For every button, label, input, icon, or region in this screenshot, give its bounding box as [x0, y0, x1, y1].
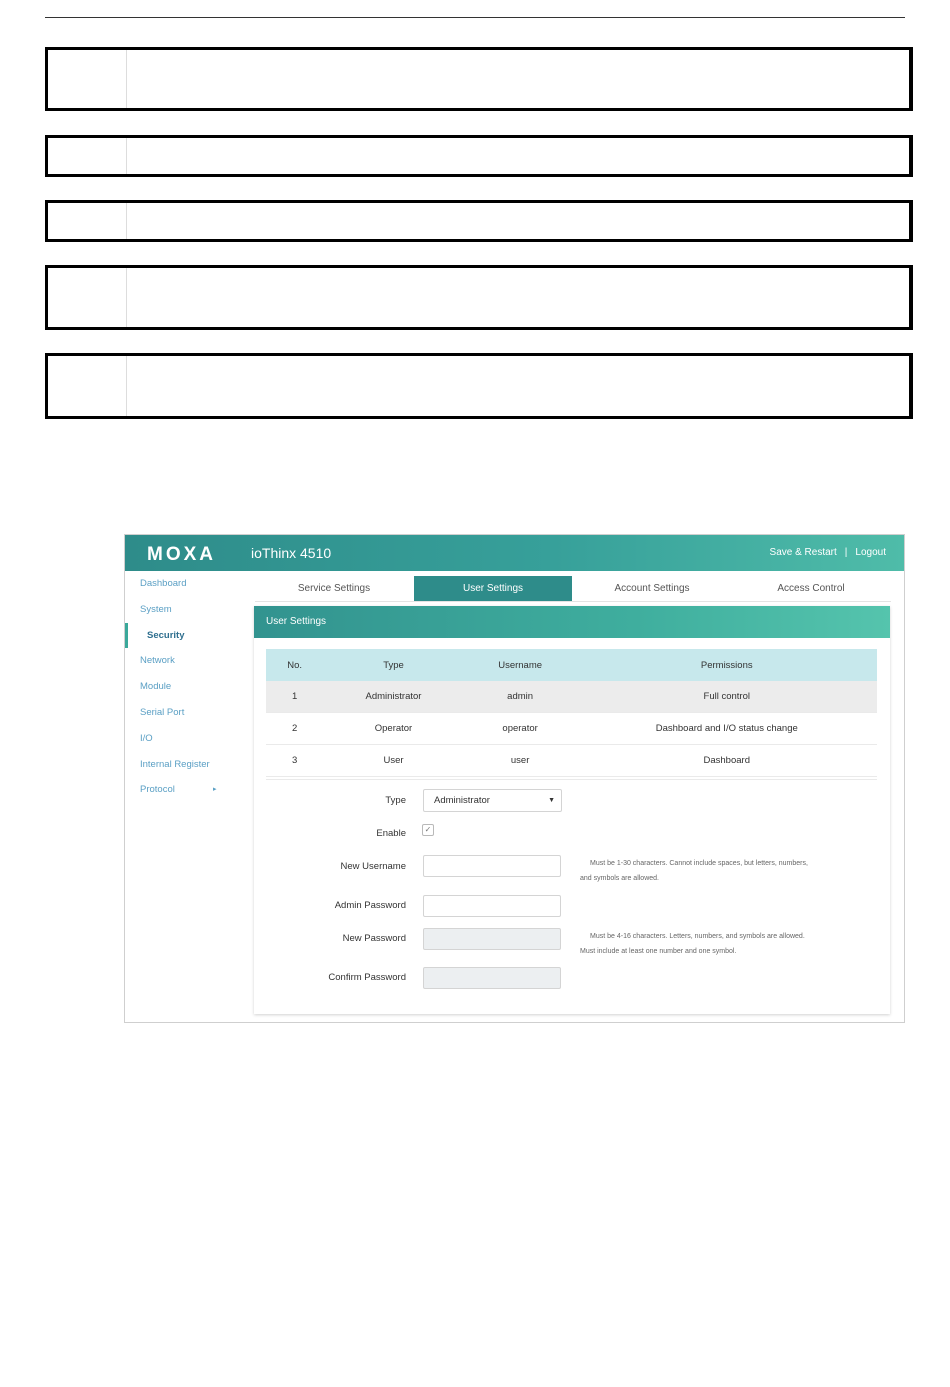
cell-no: 2: [266, 713, 323, 745]
panel-title: User Settings: [254, 606, 890, 638]
type-select-value: Administrator: [434, 795, 490, 806]
save-restart-link[interactable]: Save & Restart: [769, 547, 837, 558]
type-label: Type: [385, 795, 406, 806]
cell-permissions: Dashboard and I/O status change: [577, 713, 878, 745]
empty-table-box-4: [45, 265, 913, 330]
logout-link[interactable]: Logout: [855, 547, 886, 558]
cell-type: User: [323, 745, 463, 777]
tab-service-settings[interactable]: Service Settings: [297, 583, 371, 594]
caret-down-icon: ▼: [548, 797, 555, 804]
tab-user-settings[interactable]: User Settings: [414, 576, 572, 601]
cell-type: Operator: [323, 713, 463, 745]
table-column-divider: [126, 268, 127, 327]
user-table: [266, 649, 877, 777]
sidebar-item-module[interactable]: [125, 674, 240, 700]
sidebar-item-security[interactable]: [125, 623, 240, 649]
sidebar-item-label: I/O: [140, 732, 153, 744]
header-link-separator: |: [844, 547, 848, 558]
sidebar-item-label: Network: [140, 655, 175, 667]
table-column-divider: [126, 356, 127, 416]
sidebar-item-label: Protocol: [140, 784, 175, 796]
cell-permissions: Dashboard: [577, 745, 878, 777]
username-hint: Must be 1-30 characters. Cannot include spaces, but letters, numbers, and symbols are allowed.: [580, 860, 808, 882]
sidebar-item-label: Internal Register: [140, 758, 210, 770]
column-header-type: Type: [323, 649, 463, 681]
empty-table-box-5: [45, 353, 913, 419]
new-password-input[interactable]: [423, 928, 561, 950]
top-header-bar: [125, 535, 904, 571]
sidebar-item-protocol[interactable]: [125, 777, 240, 803]
confirm-password-input[interactable]: [423, 967, 561, 989]
sidebar-item-label: Module: [140, 681, 172, 693]
settings-tabs: [255, 576, 891, 602]
sidebar-nav: [125, 571, 240, 1022]
admin-password-label: Admin Password: [334, 900, 406, 911]
sidebar-item-internal-register[interactable]: [125, 752, 240, 778]
table-header-row: [266, 649, 877, 681]
cell-no: 3: [266, 745, 323, 777]
table-column-divider: [126, 50, 127, 108]
sidebar-item-label: Serial Port: [140, 706, 185, 718]
empty-table-box-1: [45, 47, 913, 111]
enable-checkbox[interactable]: [422, 824, 434, 836]
moxa-logo: MOXA: [147, 544, 216, 565]
checkmark-icon: ✓: [424, 825, 432, 834]
form-divider: [266, 779, 877, 780]
user-settings-panel: [254, 606, 890, 1014]
admin-password-input[interactable]: [423, 895, 561, 917]
table-column-divider: [126, 203, 127, 239]
cell-username: admin: [464, 681, 577, 713]
enable-label: Enable: [376, 828, 406, 839]
table-row[interactable]: [266, 681, 877, 713]
table-row[interactable]: [266, 713, 877, 745]
new-username-label: New Username: [340, 861, 406, 872]
header-links: [770, 547, 886, 558]
sidebar-item-label: System: [140, 603, 172, 615]
page-top-rule: [45, 17, 905, 18]
column-header-no: No.: [266, 649, 323, 681]
empty-table-box-2: [45, 135, 913, 177]
sidebar-item-label: Dashboard: [140, 578, 187, 589]
column-header-username: Username: [464, 649, 577, 681]
chevron-right-icon[interactable]: ▸: [213, 786, 217, 794]
column-header-permissions: Permissions: [577, 649, 878, 681]
tab-access-control[interactable]: Access Control: [777, 583, 845, 594]
product-name: ioThinx 4510: [251, 545, 332, 561]
sidebar-item-system[interactable]: [125, 597, 240, 623]
cell-permissions: Full control: [577, 681, 878, 713]
password-hint: Must be 4-16 characters. Letters, numbers, and symbols are allowed. Must include at least one number and one symbol.: [580, 933, 805, 955]
sidebar-item-serial-port[interactable]: [125, 700, 240, 726]
sidebar-item-dashboard[interactable]: [125, 571, 240, 597]
sidebar-item-label: Security: [147, 629, 185, 641]
confirm-password-label: Confirm Password: [328, 972, 406, 983]
tab-account-settings[interactable]: Account Settings: [614, 583, 690, 594]
type-select[interactable]: [423, 789, 562, 812]
cell-no: 1: [266, 681, 323, 713]
table-column-divider: [126, 138, 127, 174]
new-username-input[interactable]: [423, 855, 561, 877]
cell-type: Administrator: [323, 681, 463, 713]
web-console-screenshot: [124, 534, 905, 1023]
empty-table-box-3: [45, 200, 913, 242]
sidebar-item-network[interactable]: [125, 648, 240, 674]
table-row[interactable]: [266, 745, 877, 777]
cell-username: user: [464, 745, 577, 777]
cell-username: operator: [464, 713, 577, 745]
sidebar-item-io[interactable]: [125, 726, 240, 752]
new-password-label: New Password: [342, 933, 406, 944]
